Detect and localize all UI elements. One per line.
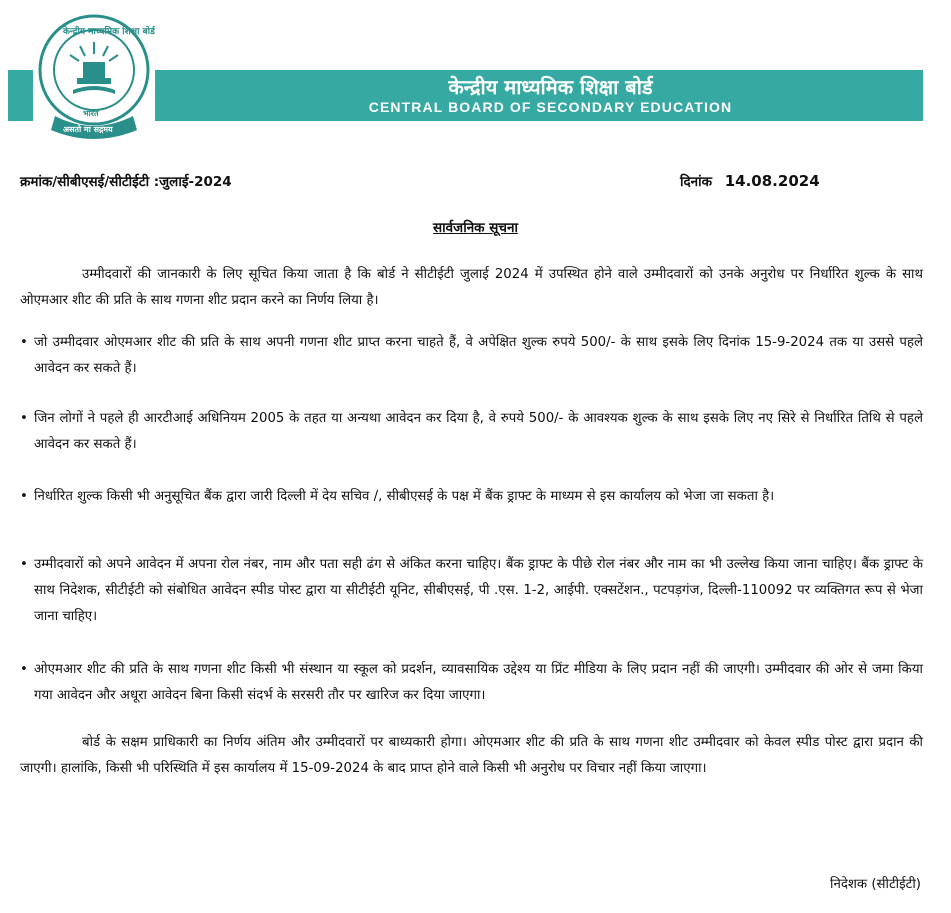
date-label: दिनांक [680,174,713,190]
logo-motto: असतो मा सद्गमय [63,125,113,134]
org-name-hindi: केन्द्रीय माध्यमिक शिक्षा बोर्ड [448,75,653,99]
bullet-icon: • [20,411,28,426]
list-item [20,657,923,709]
bullet-text: ओएमआर शीट की प्रति के साथ गणना शीट किसी भी संस्थान या स्कूल को प्रदर्शन, व्यावसायिक उद्देश्य या प्रिंट मीडिया के लिए प्रदान नहीं की जाएगी। उम्मीदवार की ओर से जमा किया गया आवेदन और अधूरा आवेदन बिना किसी संदर्भ के सरसरी तौर पर खारिज कर दिया जाएगा। [34,662,923,703]
reference-date [680,172,820,190]
org-name-english: CENTRAL BOARD OF SECONDARY EDUCATION [368,99,733,115]
bullet-icon: • [20,335,28,350]
list-item [20,406,923,458]
signature: निदेशक (सीटीईटी) [830,877,921,892]
closing-paragraph: बोर्ड के सक्षम प्राधिकारी का निर्णय अंतिम और उम्मीदवारों पर बाध्यकारी होगा। ओएमआर शीट की प्रति के साथ गणना शीट उम्मीदवार को केवल स्पीड पोस्ट द्वारा प्रदान की जाएगी। हालांकि, किसी भी परिस्थिति में इस कार्यालय में 15-09-2024 के बाद प्राप्त होने वाले किसी भी अनुरोध पर विचार नहीं किया जाएगा। [20,735,923,776]
logo-text-top: केन्द्रीय माध्यमिक शिक्षा बोर्ड [63,27,155,37]
bullet-icon: • [20,662,28,677]
reference-number: क्रमांक/सीबीएसई/सीटीईटी :जुलाई-2024 [20,174,232,190]
bullet-icon: • [20,557,28,572]
bullet-text: उम्मीदवारों को अपने आवेदन में अपना रोल नंबर, नाम और पता सही ढंग से अंकित करना चाहिए। बैंक ड्राफ्ट के पीछे रोल नंबर और नाम का भी उल्लेख किया जाना चाहिए। बैंक ड्राफ्ट के साथ निदेशक, सीटीईटी को संबोधित आवेदन स्पीड पोस्ट द्वारा या सीटीईटी यूनिट, सीबीएसई, पी .एस. 1-2, आईपी. एक्सटेंशन., पटपड़गंज, दिल्ली-110092 पर व्यक्तिगत रूप से भेजा जाना चाहिए। [34,557,923,624]
list-item [20,484,923,510]
bullet-text: जिन लोगों ने पहले ही आरटीआई अधिनियम 2005 के तहत या अन्यथा आवेदन कर दिया है, वे रुपये 500/- के आवश्यक शुल्क के साथ इसके लिए नए सिरे से निर्धारित तिथि से पहले आवेदन कर सकते हैं। [34,411,923,452]
bullet-icon: • [20,489,28,504]
notice-title: सार्वजनिक सूचना [433,220,518,236]
list-item [20,330,923,382]
reference-row [20,172,910,194]
header-title-block [178,70,923,121]
cbse-logo [33,12,155,146]
bullet-text: जो उम्मीदवार ओएमआर शीट की प्रति के साथ अपनी गणना शीट प्राप्त करना चाहते हैं, वे अपेक्षित शुल्क रुपये 500/- के साथ इसके लिए दिनांक 15-9-2024 तक या उससे पहले आवेदन कर सकते हैं। [34,335,923,376]
date-value: 14.08.2024 [724,172,820,190]
logo-text-mid: भारत [83,109,99,118]
bullet-text: निर्धारित शुल्क किसी भी अनुसूचित बैंक द्वारा जारी दिल्ली में देय सचिव /, सीबीएसई के पक्ष में बैंक ड्राफ्ट के माध्यम से इस कार्यालय को भेजा जा सकता है। [34,489,775,504]
list-item [20,552,923,630]
intro-paragraph: उम्मीदवारों की जानकारी के लिए सूचित किया जाता है कि बोर्ड ने सीटीईटी जुलाई 2024 में उपस्थित होने वाले उम्मीदवारों को उनके अनुरोध पर निर्धारित शुल्क के साथ ओएमआर शीट की प्रति के साथ गणना शीट प्रदान करने का निर्णय लिया है। [20,267,923,308]
